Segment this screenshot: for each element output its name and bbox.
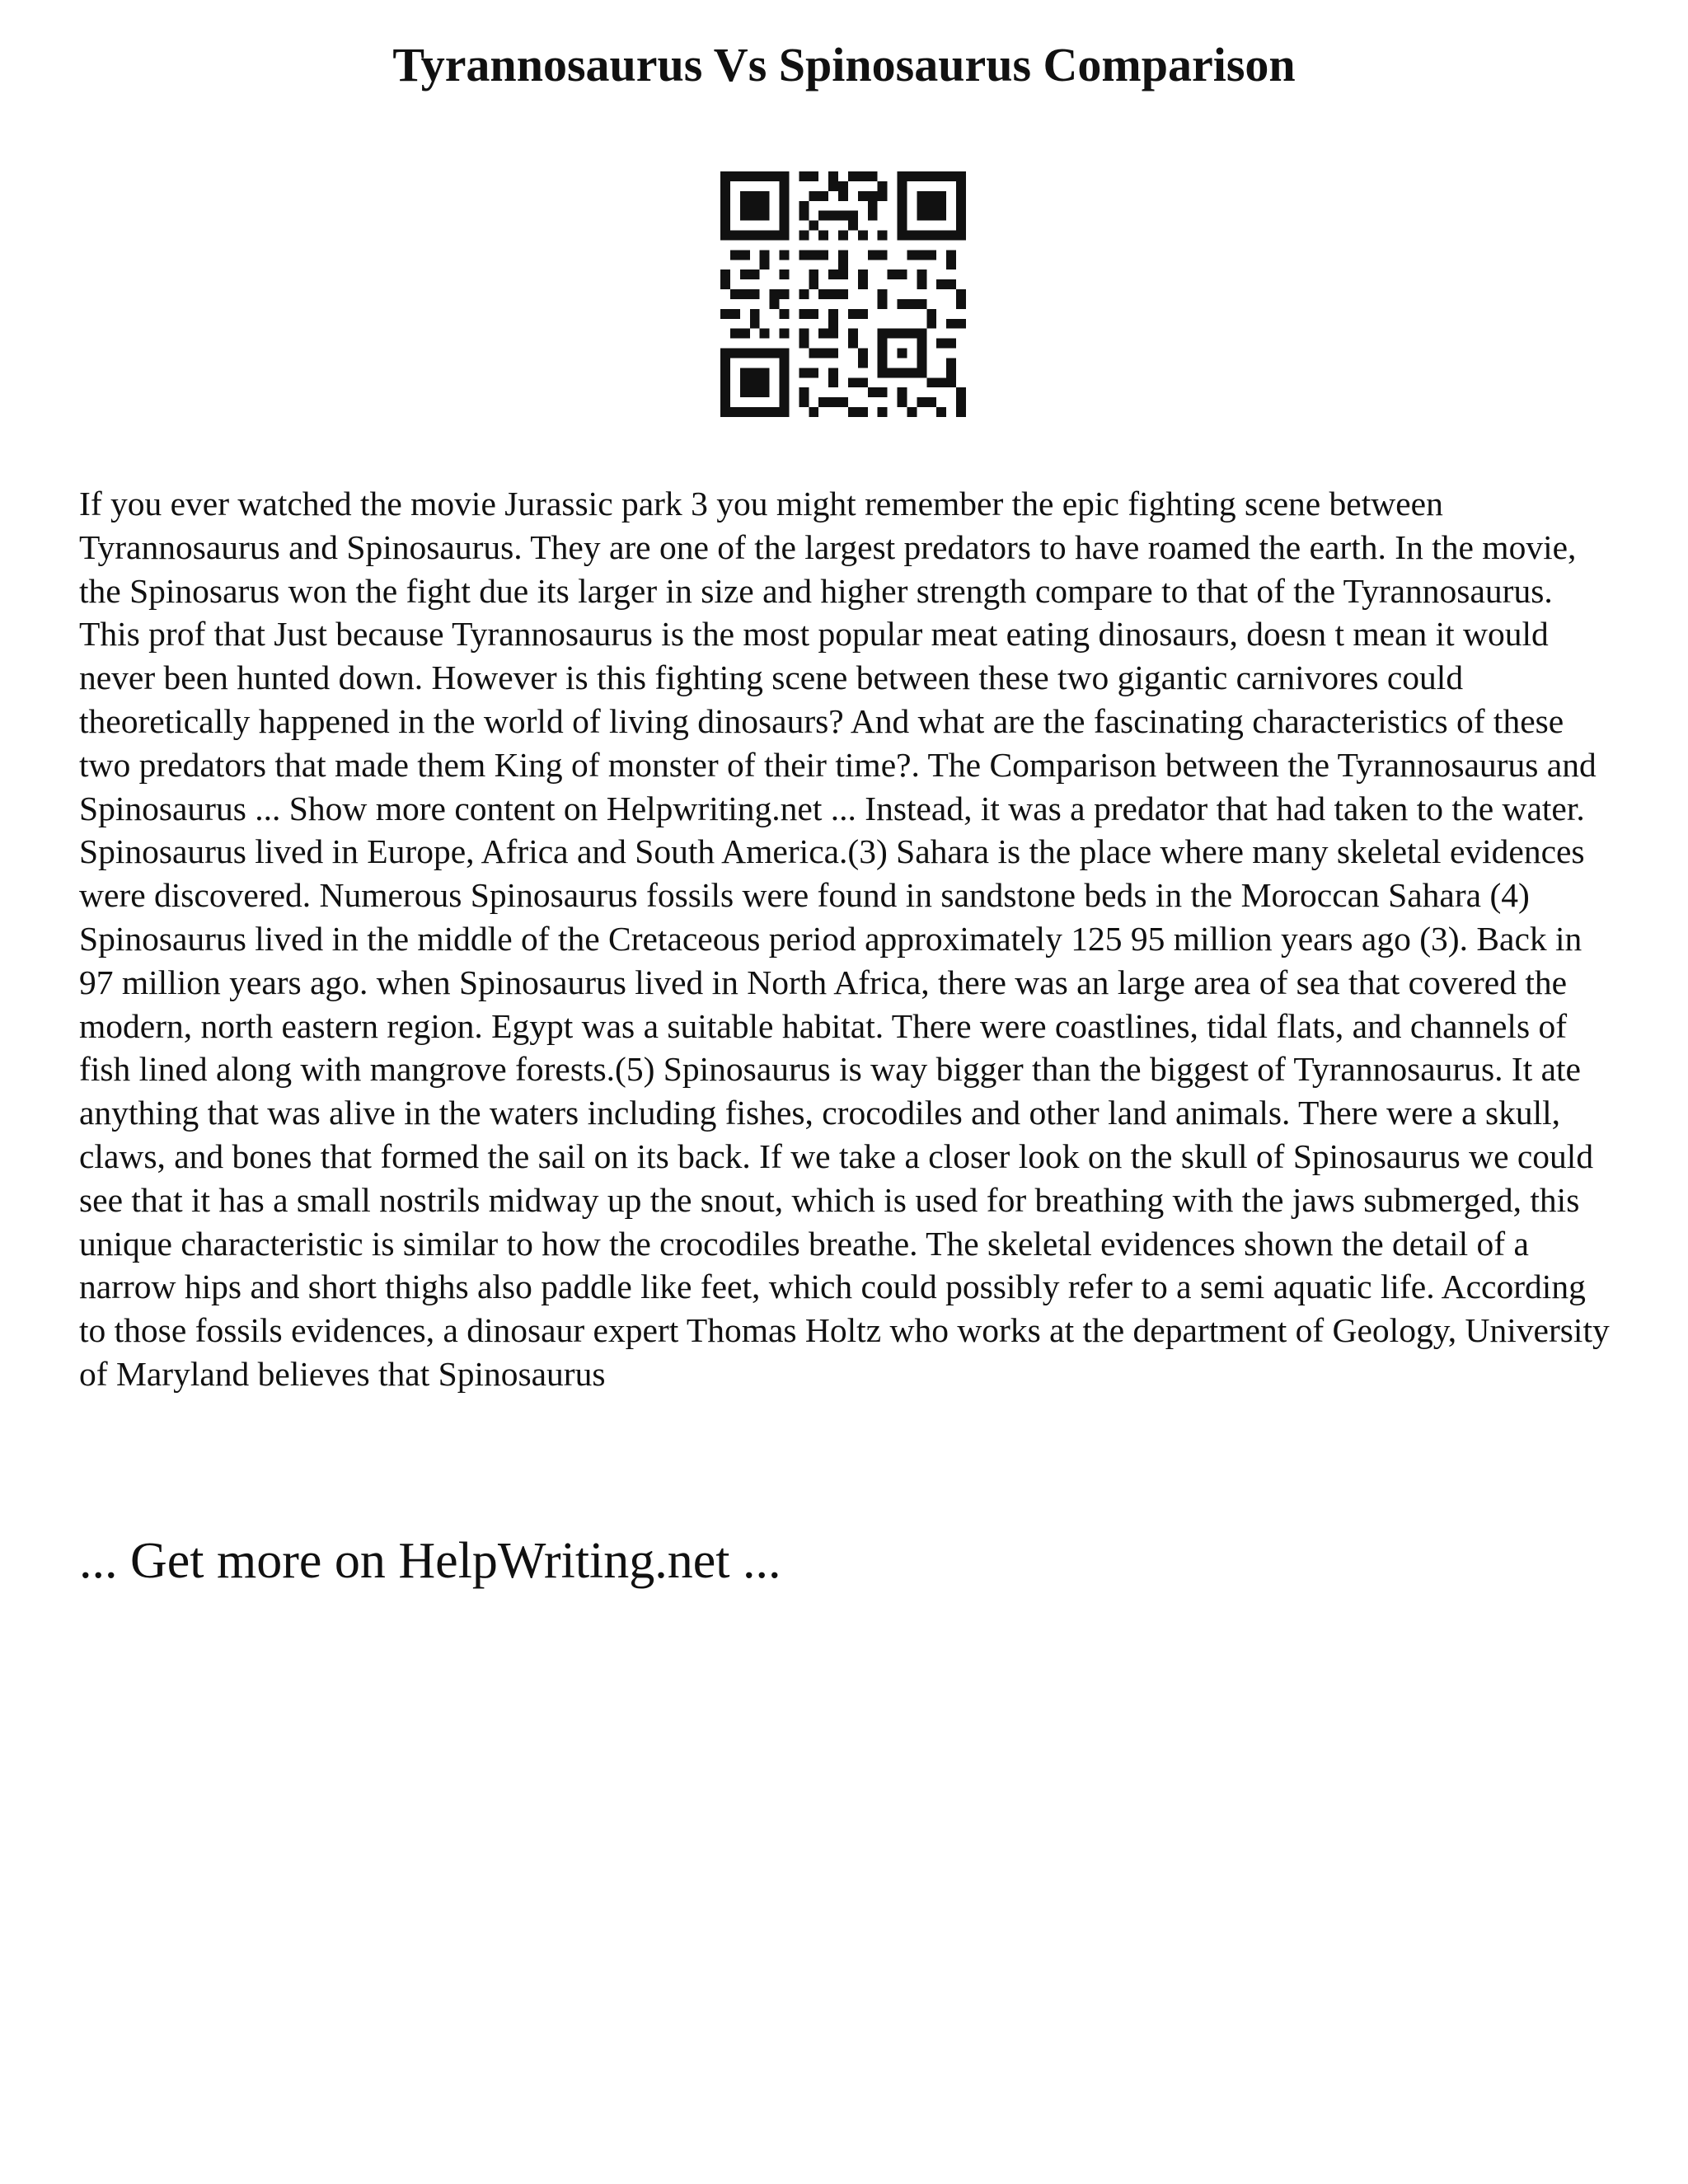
page-title: Tyrannosaurus Vs Spinosaurus Comparison bbox=[392, 38, 1296, 91]
get-more-link[interactable]: ... Get more on HelpWriting.net ... bbox=[79, 1533, 781, 1589]
qr-code-icon bbox=[720, 171, 966, 417]
article-body: If you ever watched the movie Jurassic park 3 you might remember the epic fighting scene between Tyrannosaurus and Spinosaurus. They are one of the largest predators to have roamed the earth. In the movie, the Spinosarus won the fight due its larger in size and higher strength compare to that of the Tyrannosaurus. This prof that Just because Tyrannosaurus is the most popular meat eating dinosaurs, doesn t mean it would never been hunted down. However is this fighting scene between these two gigantic carnivores could theoretically happened in the world of living dinosaurs? And what are the fascinating characteristics of these two predators that made them King of monster of their time?. The Comparison between the Tyrannosaurus and Spinosaurus ... Show more content on Helpwriting.net ... Instead, it was a predator that had taken to the water. Spinosaurus lived in Europe, Africa and South America.(3) Sahara is the place where many skeletal evidences were discovered. Numerous Spinosaurus fossils were found in sandstone beds in the Moroccan Sahara (4) Spinosaurus lived in the middle of the Cretaceous period approximately 125 95 million years ago (3). Back in 97 million years ago. when Spinosaurus lived in North Africa, there was an large area of sea that covered the modern, north eastern region. Egypt was a suitable habitat. There were coastlines, tidal flats, and channels of fish lined along with mangrove forests.(5) Spinosaurus is way bigger than the biggest of Tyrannosaurus. It ate anything that was alive in the waters including fishes, crocodiles and other land animals. There were a skull, claws, and bones that formed the sail on its back. If we take a closer look on the skull of Spinosaurus we could see that it has a small nostrils midway up the snout, which is used for breathing with the jaws submerged, this unique characteristic is similar to how the crocodiles breathe. The skeletal evidences shown the detail of a narrow hips and short thighs also paddle like feet, which could possibly refer to a semi aquatic life. According to those fossils evidences, a dinosaur expert Thomas Holtz who works at the department of Geology, University of Maryland believes that Spinosaurus bbox=[79, 485, 1610, 1393]
